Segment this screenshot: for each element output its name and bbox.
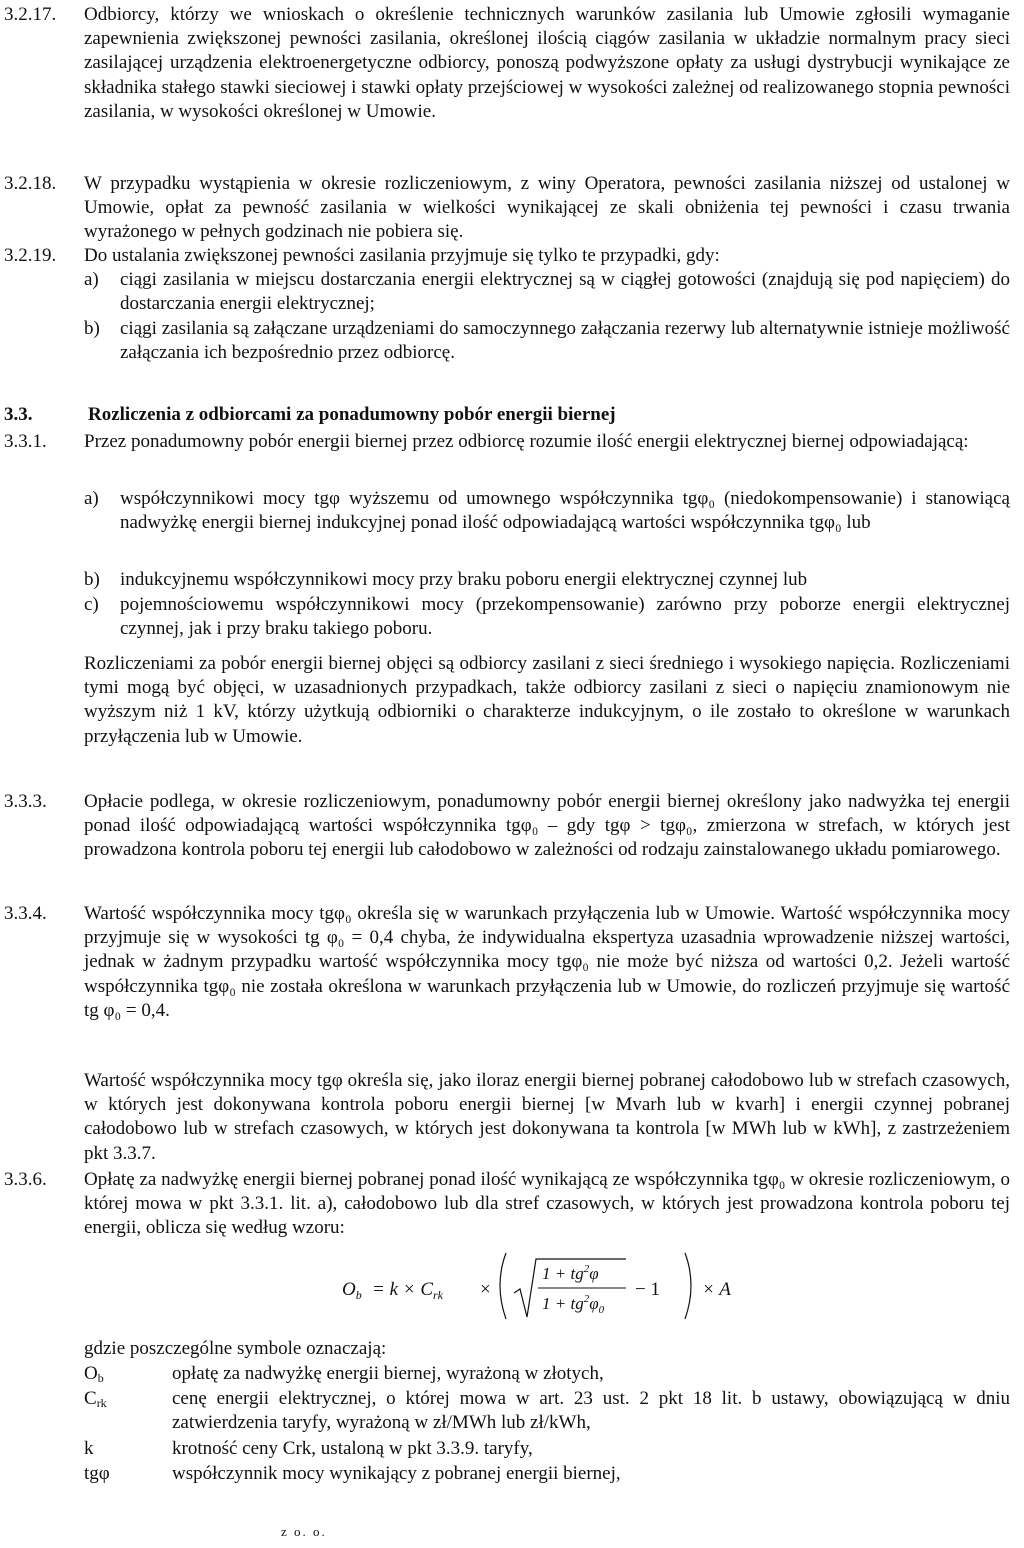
section-text: W przypadku wystąpienia w okresie rozliczeniowym, z winy Operatora, pewności zasilania niższej od ustalonej w Umowie, opłat za pewność zasilania w wielkości wynikającej ze skali obniżenia tej pewności i czasu trwania wyrażonego w pełnych godzinach nie pobiera się. [84,173,1010,243]
section-number: 3.2.17. [4,4,57,25]
symbols-intro [84,1337,1010,1361]
symbols-intro-text: gdzie poszczególne symbole oznaczają: [84,1338,387,1359]
symbol-name: $C_{rk}$ [84,1388,107,1410]
section-text: Wartość współczynnika mocy tgφ₀ określa się w warunkach przyłączenia lub w Umowie. Wartość współczynnika mocy przyjmuje się w wysokości tg φ₀ = 0,4 chyba, że indywidualna ekspertyza uzasadnia wprowadzenie niższej wartości, jednak w żadnym przypadku wartość współczynnika mocy tgφ₀ nie może być niższa od wartości 0,2. Jeżeli wartość współczynnika tgφ₀ nie została określona w warunkach przyłączenia lub w Umowie, do rozliczeń przyjmuje się wartość tg φ₀ = 0,4. [84,903,1010,1021]
right-paren [685,1253,691,1319]
page-footer: z o. o. [281,1524,327,1539]
section-text: Przez ponadumowny pobór energii biernej przez odbiorcę rozumie ilość energii elektrycznej biernej odpowiadającą: [84,431,969,452]
formula-tail: × A [702,1279,731,1300]
symbol-name: k [84,1438,94,1459]
list-text: ciągi zasilania są załączane urządzeniami do samoczynnego załączania rezerwy lub alternatywnie istnieje możliwość załączania ich bezpośrednio przez odbiorcę. [120,318,1010,364]
section-text: Odbiorcy, którzy we wnioskach o określenie technicznych warunków zasilania lub Umowie zgłosili wymaganie zapewnienia zwiększonej pewności zasilania, określonej ilością ciągów zasilania w układzie normalnym pracy sieci zasilającej urządzenia elektroenergetyczne odbiorcy, ponoszą podwyższone opłaty za usługi dystrybucji wynikające ze składnika stałego stawki sieciowej i stawki opłaty przejściowej w wysokości zależnej od realizowanego stopnia pewności zasilania, w wysokości określonej w Umowie. [84,4,1010,122]
heading-number: 3.3. [4,404,33,425]
heading-text: Rozliczenia z odbiorcami za ponadumowny pobór energii biernej [88,404,616,425]
section-number: 3.2.19. [4,245,57,266]
section-number: 3.3.1. [4,431,47,452]
formula-times: × [480,1279,491,1300]
section-text: Do ustalania zwiększonej pewności zasilania przyjmuje się tylko te przypadki, gdy: [84,245,720,266]
section-number: 3.3.3. [4,791,47,812]
symbol-name: $O_b$ [84,1363,104,1385]
list-label: b) [84,318,100,339]
formula-lhs: $O_b$ [342,1279,362,1302]
list-label: c) [84,594,99,615]
symbol-definition: opłatę za nadwyżkę energii biernej, wyrażoną w złotych, [172,1363,604,1384]
section-text: Opłacie podlega, w okresie rozliczeniowym, ponadumowny pobór energii biernej określony jako nadwyżka tej energii ponad ilość odpowiadającą wartości współczynnika tgφ₀ – gdy tgφ > tgφ₀, zmierzona w strefach, w których jest prowadzona kontrola poboru tej energii lub całodobowo w zależności od rodzaju zainstalowanego układu pomiarowego. [84,791,1010,861]
symbol-definition: krotność ceny Crk, ustaloną w pkt 3.3.9. taryfy, [172,1438,533,1459]
list-label: a) [84,488,99,509]
list-label: a) [84,269,99,290]
list-text: indukcyjnemu współczynnikowi mocy przy braku poboru energii elektrycznej czynnej lub [120,569,808,590]
formula-denominator: $1 + tg^2\varphi_0$ [542,1293,605,1316]
list-text: współczynnikowi mocy tgφ wyższemu od umownego współczynnika tgφ₀ (niedokompensowanie) i stanowiącą nadwyżkę energii biernej indukcyjnej ponad ilość odpowiadającą wartości współczynnika tgφ₀ lub [120,488,1010,534]
section-number: 3.3.6. [4,1169,47,1190]
formula-numerator: $1 + tg^2\varphi$ [542,1263,599,1283]
symbol-name: tgφ [84,1463,110,1484]
list-label: b) [84,569,100,590]
left-paren [500,1253,506,1319]
section-number: 3.2.18. [4,173,57,194]
symbol-definition: cenę energii elektrycznej, o której mowa w art. 23 ust. 2 pkt 18 lit. b ustawy, obowiązującą w dniu zatwierdzenia taryfy, wyrażoną w zł/MWh lub zł/kWh, [172,1388,1010,1434]
section-number: 3.3.4. [4,903,47,924]
list-text: ciągi zasilania w miejscu dostarczania energii elektrycznej są w ciągłej gotowości (znajdują się pod napięciem) do dostarczania energii elektrycznej; [120,269,1010,315]
formula [330,1245,750,1325]
formula-minus-one: − 1 [635,1279,660,1300]
section-text-continued: Wartość współczynnika mocy tgφ określa się, jako iloraz energii biernej pobranej całodobowo lub w strefach czasowych, w których jest dokonywana kontrola poboru energii biernej [w Mvarh lub w kvarh] i energii czynnej pobranej całodobowo lub w strefach czasowych, w których jest dokonywana ta kontrola [w MWh lub w kWh], z zastrzeżeniem pkt 3.3.7. [84,1070,1010,1164]
section-text-continued: Rozliczeniami za pobór energii biernej objęci są odbiorcy zasilani z sieci średniego i wysokiego napięcia. Rozliczeniami tymi mogą być objęci, w uzasadnionych przypadkach, także odbiorcy zasilani z sieci o napięciu znamionowym nie wyższym niż 1 kV, którzy użytkują odbiorniki o charakterze indukcyjnym, o ile zostało to określone w warunkach przyłączenia lub w Umowie. [84,653,1010,747]
list-text: pojemnościowemu współczynnikowi mocy (przekompensowanie) zarówno przy poborze energii elektrycznej czynnej, jak i przy braku takiego poboru. [120,594,1010,640]
formula-k-times-crk: = $k \times C_{rk}$ [372,1279,443,1302]
symbol-definition: współczynnik mocy wynikający z pobranej energii biernej, [172,1463,621,1484]
section-text: Opłatę za nadwyżkę energii biernej pobranej ponad ilość wynikającą ze współczynnika tgφ₀ w okresie rozliczeniowym, o której mowa w pkt 3.3.1. lit. a), całodobowo lub dla stref czasowych, w których jest prowadzona kontrola poboru tej energii, oblicza się według wzoru: [84,1169,1010,1239]
